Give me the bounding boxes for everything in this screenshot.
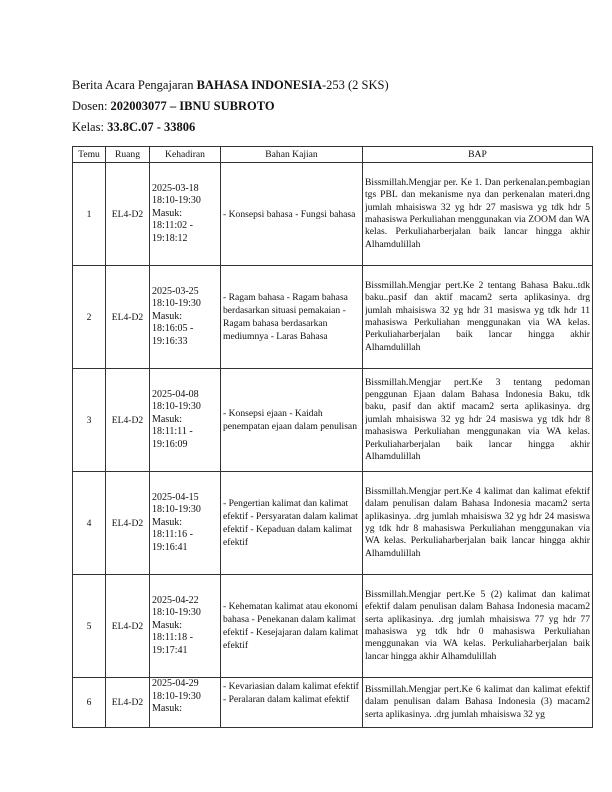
kehadiran-line: 19:18:12: [152, 232, 188, 244]
col-header-temu: Temu: [73, 147, 106, 163]
kehadiran-line: 2025-03-25: [152, 285, 199, 297]
cell-bahan-kajian: - Kehematan kalimat atau ekonomi bahasa - Penekanan dalam kalimat efektif - Kesejajaran dalam kalimat efektif: [221, 575, 363, 678]
table-row: [73, 163, 593, 266]
cell-kehadiran: [150, 266, 221, 369]
kehadiran-line: 19:16:41: [152, 541, 188, 553]
cell-bahan-kajian: - Pengertian kalimat dan kalimat efektif - Persyaratan dalam kalimat efektif - Kepaduan dalam kalimat efektif: [221, 472, 363, 575]
table-row: [73, 369, 593, 472]
kehadiran-line: 2025-04-29: [152, 678, 199, 689]
kehadiran-line: 18:16:05 -: [152, 323, 194, 335]
class-label: Kelas:: [72, 120, 108, 134]
kehadiran-line: 18:11:11 -: [152, 426, 193, 438]
cell-bap: [363, 266, 593, 369]
document-header: [72, 76, 389, 139]
table-row: [73, 678, 593, 728]
cell-bahan-kajian: - Ragam bahasa - Ragam bahasa berdasarkan situasi pemakaian - Ragam bahasa berdasarkan mediumnya - Laras Bahasa: [221, 266, 363, 369]
kehadiran-line: 18:11:02 -: [152, 220, 194, 232]
lecturer-label: Dosen:: [72, 99, 111, 113]
bap-text: Bissmillah.Mengjar pert.Ke 4 kalimat dan kalimat efektif dalam penulisan dalam Bahasa Indonesia macam2 serta aplikasinya. .drg jumlah mhaisiswa 32 yg hdr 24 masiswa yg tdk hdr 8 mahasiswa Perkuliahan menggunakan via WA kelas. Perkuliaharberjalan baik lancar hingga akhir Alhamdulillah: [365, 485, 590, 559]
kehadiran-line: 18:11:18 -: [152, 632, 194, 644]
kehadiran-line: 18:10-19:30: [152, 298, 201, 310]
kehadiran-line: 18:10-19:30: [152, 401, 201, 413]
title-prefix: Berita Acara Pengajaran: [72, 78, 197, 92]
kehadiran-line: Masuk:: [152, 516, 182, 528]
cell-temu: 3: [73, 369, 106, 472]
kehadiran-line: Masuk:: [152, 310, 182, 322]
cell-bap: [363, 163, 593, 266]
cell-bahan-kajian: - Kevariasian dalam kalimat efektif - Peralaran dalam kalimat efektif: [221, 678, 363, 728]
kehadiran-line: 19:17:41: [152, 644, 188, 656]
table-row: [73, 266, 593, 369]
lecturer-name: 202003077 – IBNU SUBROTO: [110, 99, 275, 113]
cell-kehadiran: [150, 369, 221, 472]
lecturer-line: [72, 97, 389, 118]
table-row: [73, 472, 593, 575]
cell-bahan-kajian: - Konsepsi ejaan - Kaidah penempatan ejaan dalam penulisan: [221, 369, 363, 472]
cell-kehadiran: [150, 575, 221, 678]
cell-ruang: EL4-D2: [106, 163, 150, 266]
col-header-ruang: Ruang: [106, 147, 150, 163]
cell-ruang: EL4-D2: [106, 369, 150, 472]
col-header-bap: BAP: [363, 147, 593, 163]
bap-table: [72, 146, 593, 728]
kehadiran-line: 2025-04-15: [152, 491, 199, 503]
kehadiran-line: 18:10-19:30: [152, 504, 201, 516]
kehadiran-line: 19:16:09: [152, 438, 188, 450]
bap-text: Bissmillah.Mengjar pert.Ke 5 (2) kalimat dan kalimat efektif dalam penulisan dalam Bahasa Indonesia macam2 serta aplikasinya. .drg jumlah mhaisiswa 77 yg hdr 77 mahasiswa yg tdk hdr 0 mahasiswa Perkuliahan menggunakan via WA kelas. Perkuliaharberjalan baik lancar hingga akhir Alhamdulillah: [365, 588, 590, 662]
cell-ruang: EL4-D2: [106, 266, 150, 369]
cell-bap: [363, 369, 593, 472]
cell-temu: 1: [73, 163, 106, 266]
cell-bahan-kajian: - Konsepsi bahasa - Fungsi bahasa: [221, 163, 363, 266]
cell-temu: 2: [73, 266, 106, 369]
kehadiran-line: Masuk:: [152, 413, 182, 425]
cell-bap: [363, 678, 593, 728]
bap-text: Bissmillah.Mengjar pert.Ke 6 kalimat dan kalimat efektif dalam penulisan dalam Bahasa Indonesia (3) macam2 serta aplikasinya. .drg jumlah mhaisiswa 32 yg: [365, 683, 590, 720]
kehadiran-line: 18:10-19:30: [152, 690, 201, 702]
kehadiran-line: 2025-03-18: [152, 182, 199, 194]
course-code: -253 (2 SKS): [321, 78, 389, 92]
course-name: BAHASA INDONESIA: [196, 78, 322, 92]
kehadiran-line: Masuk:: [152, 207, 182, 219]
cell-kehadiran: [150, 163, 221, 266]
kehadiran-line: 19:16:33: [152, 335, 188, 347]
title-line: [72, 76, 389, 97]
kehadiran-line: Masuk:: [152, 703, 182, 715]
kehadiran-line: Masuk:: [152, 619, 182, 631]
cell-ruang: EL4-D2: [106, 678, 150, 728]
cell-ruang: EL4-D2: [106, 575, 150, 678]
table-row: [73, 575, 593, 678]
kehadiran-line: 2025-04-08: [152, 388, 199, 400]
kehadiran-line: 18:11:16 -: [152, 529, 194, 541]
class-line: [72, 118, 389, 139]
kehadiran-line: 18:10-19:30: [152, 195, 201, 207]
bap-text: Bissmillah.Mengjar per. Ke 1. Dan perkenalan.pembagian tgs PBL dan mekanisme nya dan perkenalan materi.dng jumlah mhaisiswa 32 yg hdr 27 masiswa yg tdk hdr 5 mahasiswa Perkuliahan menggunakan via ZOOM dan WA kelas. Perkuliaharberjalan baik lancar hingga akhir Alhamdulillah: [365, 176, 590, 250]
class-code: 33.8C.07 - 33806: [107, 120, 196, 134]
col-header-kehadiran: Kehadiran: [150, 147, 221, 163]
bap-text: Bissmillah.Mengjar pert.Ke 2 tentang Bahasa Baku..tdk baku..pasif dan aktif macam2 serta aplikasinya. drg jumlah mhaisiswa 32 yg hdr 31 masiswa yg tdk hdr 11 mahasiswa Perkuliahan menggunakan via WA kelas. Perkuliaharberjalan baik lancar hingga akhir Alhamdulillah: [365, 279, 590, 353]
table-header-row: [73, 147, 593, 163]
col-header-bahan-kajian: Bahan Kajian: [221, 147, 363, 163]
bap-text: Bissmillah.Mengjar pert.Ke 3 tentang pedoman penggunan Ejaan dalam Bahasa Indonesia Baku, tdk baku, pasif dan aktif macam2 serta aplikasinya. drg jumlah mhaisiswa 32 yg hdr 24 masiswa yg tdk hdr 8 mahasiswa Perkuliahan menggunakan via WA kelas. Perkuliaharberjalan baik lancar hingga akhir Alhamdulillah: [365, 376, 590, 463]
cell-bap: [363, 472, 593, 575]
kehadiran-line: 2025-04-22: [152, 594, 199, 606]
kehadiran-line: 18:10-19:30: [152, 607, 201, 619]
cell-bap: [363, 575, 593, 678]
cell-ruang: EL4-D2: [106, 472, 150, 575]
cell-temu: 6: [73, 678, 106, 728]
cell-kehadiran: [150, 472, 221, 575]
cell-temu: 4: [73, 472, 106, 575]
cell-temu: 5: [73, 575, 106, 678]
cell-kehadiran: [150, 678, 221, 728]
